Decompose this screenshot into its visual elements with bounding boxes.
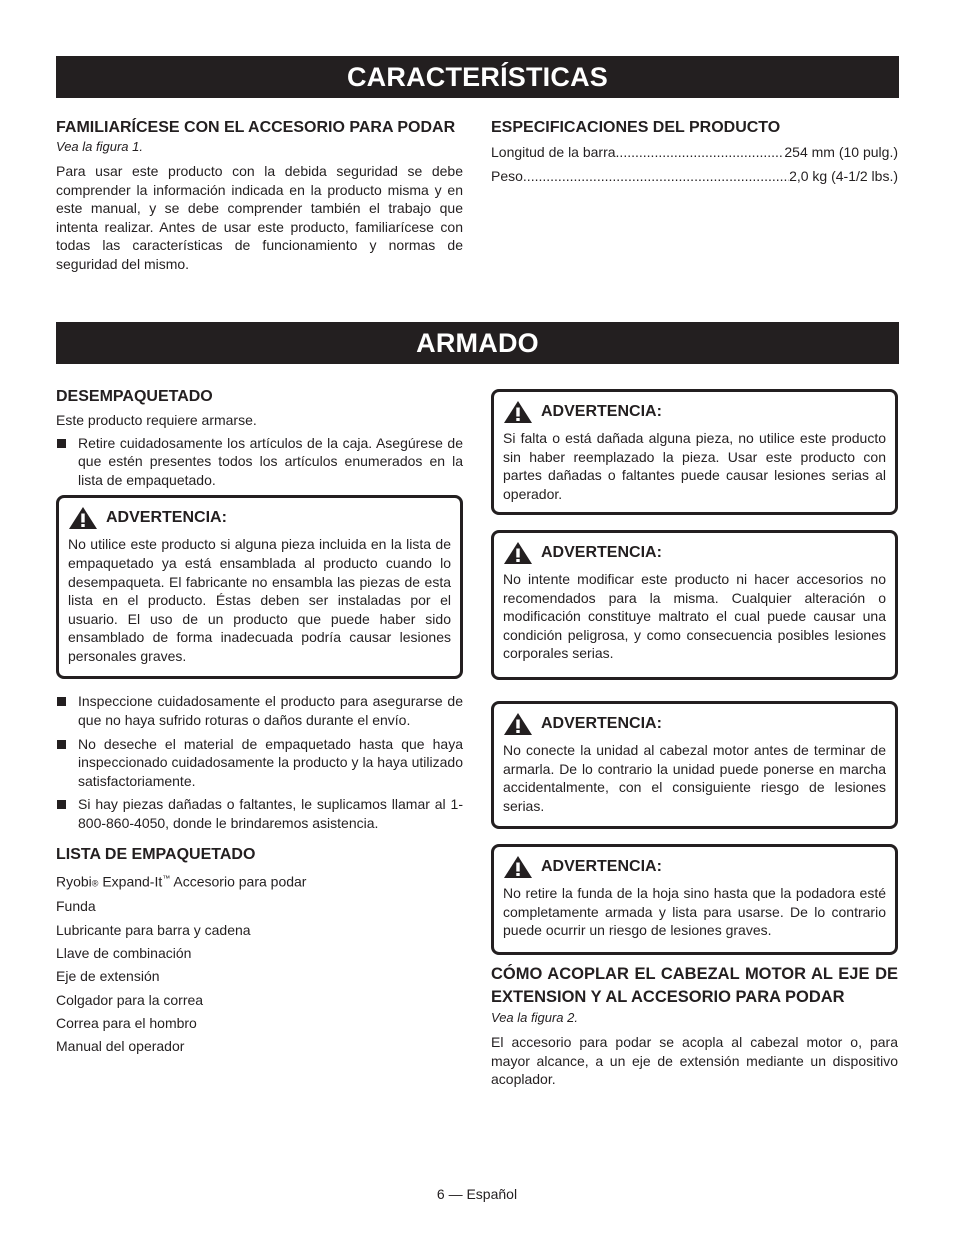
list-item-text: Retire cuidadosamente los artículos de la caja. Asegúrese de que estén presentes todos los artículos enumerados en la lista de empaquetado.	[78, 434, 463, 488]
warning-title: ADVERTENCIA:	[106, 509, 227, 527]
leader-dots	[523, 167, 789, 185]
figure-reference: Vea la figura 2.	[491, 1010, 578, 1025]
bullet-square-icon	[57, 439, 66, 448]
warning-triangle-icon	[503, 855, 533, 879]
packing-list-item: Colgador para la correa	[56, 991, 204, 1008]
spec-value: 2,0 kg (4-1/2 lbs.)	[789, 168, 898, 184]
warning-box	[491, 701, 898, 829]
warning-text: No utilice este producto si alguna pieza incluida en la lista de empaquetado ya está ensamblada al producto cuando lo desempaqueta. El fabricante no ensambla las piezas de esta lista en el producto. Éstas deben ser instaladas por el usuario. El uso de un producto que puede haber sido ensamblado de forma inadecuada podría causar lesiones personales graves.	[68, 536, 451, 664]
warning-box	[491, 844, 898, 955]
warning-triangle-icon	[503, 712, 533, 736]
specs-heading: ESPECIFICACIONES DEL PRODUCTO	[491, 119, 781, 136]
packing-list	[56, 870, 463, 1056]
warning-triangle-icon	[503, 541, 533, 565]
packing-list-item: Eje de extensión	[56, 968, 160, 985]
familiarize-heading: FAMILIARÍCESE CON EL ACCESORIO PARA PODAR	[56, 119, 456, 136]
warning-text: No retire la funda de la hoja sino hasta que la podadora esté completamente armada y lista para usarse. De lo contrario puede ocurrir un riesgo de lesiones graves.	[503, 885, 886, 939]
warning-header	[503, 855, 886, 879]
warning-title: ADVERTENCIA:	[541, 403, 662, 420]
warning-text: Si falta o está dañada alguna pieza, no utilice este producto sin haber reemplazado la pieza. Usar este producto con partes dañadas o faltantes puede causar lesiones serias al operador.	[503, 430, 886, 502]
bullet-square-icon	[57, 697, 66, 706]
section-banner-features: CARACTERÍSTICAS	[56, 56, 899, 98]
packing-list-item	[56, 870, 463, 893]
bullet-square-icon	[57, 740, 66, 749]
packing-list-heading: LISTA DE EMPAQUETADO	[56, 845, 256, 863]
warning-header	[503, 712, 886, 736]
unpacking-heading: DESEMPAQUETADO	[56, 388, 213, 405]
list-item-text: Si hay piezas dañadas o faltantes, le suplicamos llamar al 1-800-860-4050, donde le brindaremos asistencia.	[78, 796, 463, 831]
packing-list-item: Llave de combinación	[56, 945, 192, 962]
unpacking-section	[56, 387, 463, 1061]
list-item	[56, 692, 463, 729]
spec-value: 254 mm (10 pulg.)	[784, 144, 898, 160]
warning-text: No intente modificar este producto ni hacer accesorios no recomendados para la misma. Cualquier alteración o modificación constituye maltrato el cual puede causar una condición peligrosa, y como consecuencia posibles lesiones corporales serias.	[503, 571, 886, 662]
page-footer: 6 — Español	[436, 1186, 518, 1202]
packing-list-item: Correa para el hombro	[56, 1014, 197, 1031]
inspection-bullets	[56, 692, 463, 832]
warning-text: No conecte la unidad al cabezal motor antes de terminar de armarla. De lo contrario la unidad puede ponerse en marcha accidentalmente, con el consiguiente riesgo de lesiones serias.	[503, 742, 886, 814]
spec-label: Longitud de la barra	[491, 144, 616, 160]
bullet-square-icon	[57, 800, 66, 809]
list-item-text: No deseche el material de empaquetado hasta que haya inspeccionado cuidadosamente la producto y la haya utilizado satisfactoriamente.	[78, 735, 463, 789]
warning-box	[56, 495, 463, 679]
warning-title: ADVERTENCIA:	[541, 544, 662, 561]
spec-label: Peso	[491, 168, 523, 184]
product-description: Accesorio para podar	[170, 873, 307, 890]
warning-header	[68, 506, 451, 530]
list-item-text: Inspeccione cuidadosamente el producto para asegurarse de que no haya sufrido roturas o daños durante el envío.	[78, 693, 463, 728]
unpacking-intro: Este producto requiere armarse.	[56, 412, 257, 428]
registered-mark: ®	[91, 878, 99, 889]
attach-heading: CÓMO ACOPLAR EL CABEZAL MOTOR AL EJE DE EXTENSION Y AL ACCESORIO PARA PODAR	[491, 965, 898, 1006]
unpacking-bullets	[56, 434, 463, 490]
specs-section	[491, 118, 898, 191]
product-name: Expand-It	[98, 873, 163, 890]
warning-box	[491, 389, 898, 515]
warning-triangle-icon	[503, 400, 533, 424]
warning-title: ADVERTENCIA:	[541, 715, 662, 732]
trademark-mark: ™	[162, 873, 171, 883]
packing-list-item: Funda	[56, 898, 96, 915]
figure-reference: Vea la figura 1.	[56, 139, 143, 154]
warning-title: ADVERTENCIA:	[541, 858, 662, 875]
list-item	[56, 434, 463, 490]
attach-text: El accesorio para podar se acopla al cabezal motor o, para mayor alcance, a un eje de extensión mediante un dispositivo acoplador.	[491, 1034, 898, 1088]
spec-row	[491, 143, 898, 161]
section-banner-assembly: ARMADO	[56, 322, 899, 364]
list-item	[56, 795, 463, 832]
spec-row	[491, 167, 898, 185]
familiarize-section	[56, 118, 463, 274]
brand-name: Ryobi	[56, 873, 92, 890]
warning-header	[503, 541, 886, 565]
packing-list-item: Lubricante para barra y cadena	[56, 921, 251, 938]
warning-triangle-icon	[68, 506, 98, 530]
warning-header	[503, 400, 886, 424]
list-item	[56, 735, 463, 791]
packing-list-item: Manual del operador	[56, 1038, 185, 1055]
leader-dots	[616, 143, 785, 161]
warning-box	[491, 530, 898, 680]
right-warnings	[491, 389, 898, 1089]
familiarize-text: Para usar este producto con la debida seguridad se debe comprender la información indicada en la producto misma y en este manual, y se debe comprender también el trabajo que intenta realizar. Antes de usar este producto, familiarícese con todas las características de funcionamiento y normas de seguridad del mismo.	[56, 163, 463, 272]
